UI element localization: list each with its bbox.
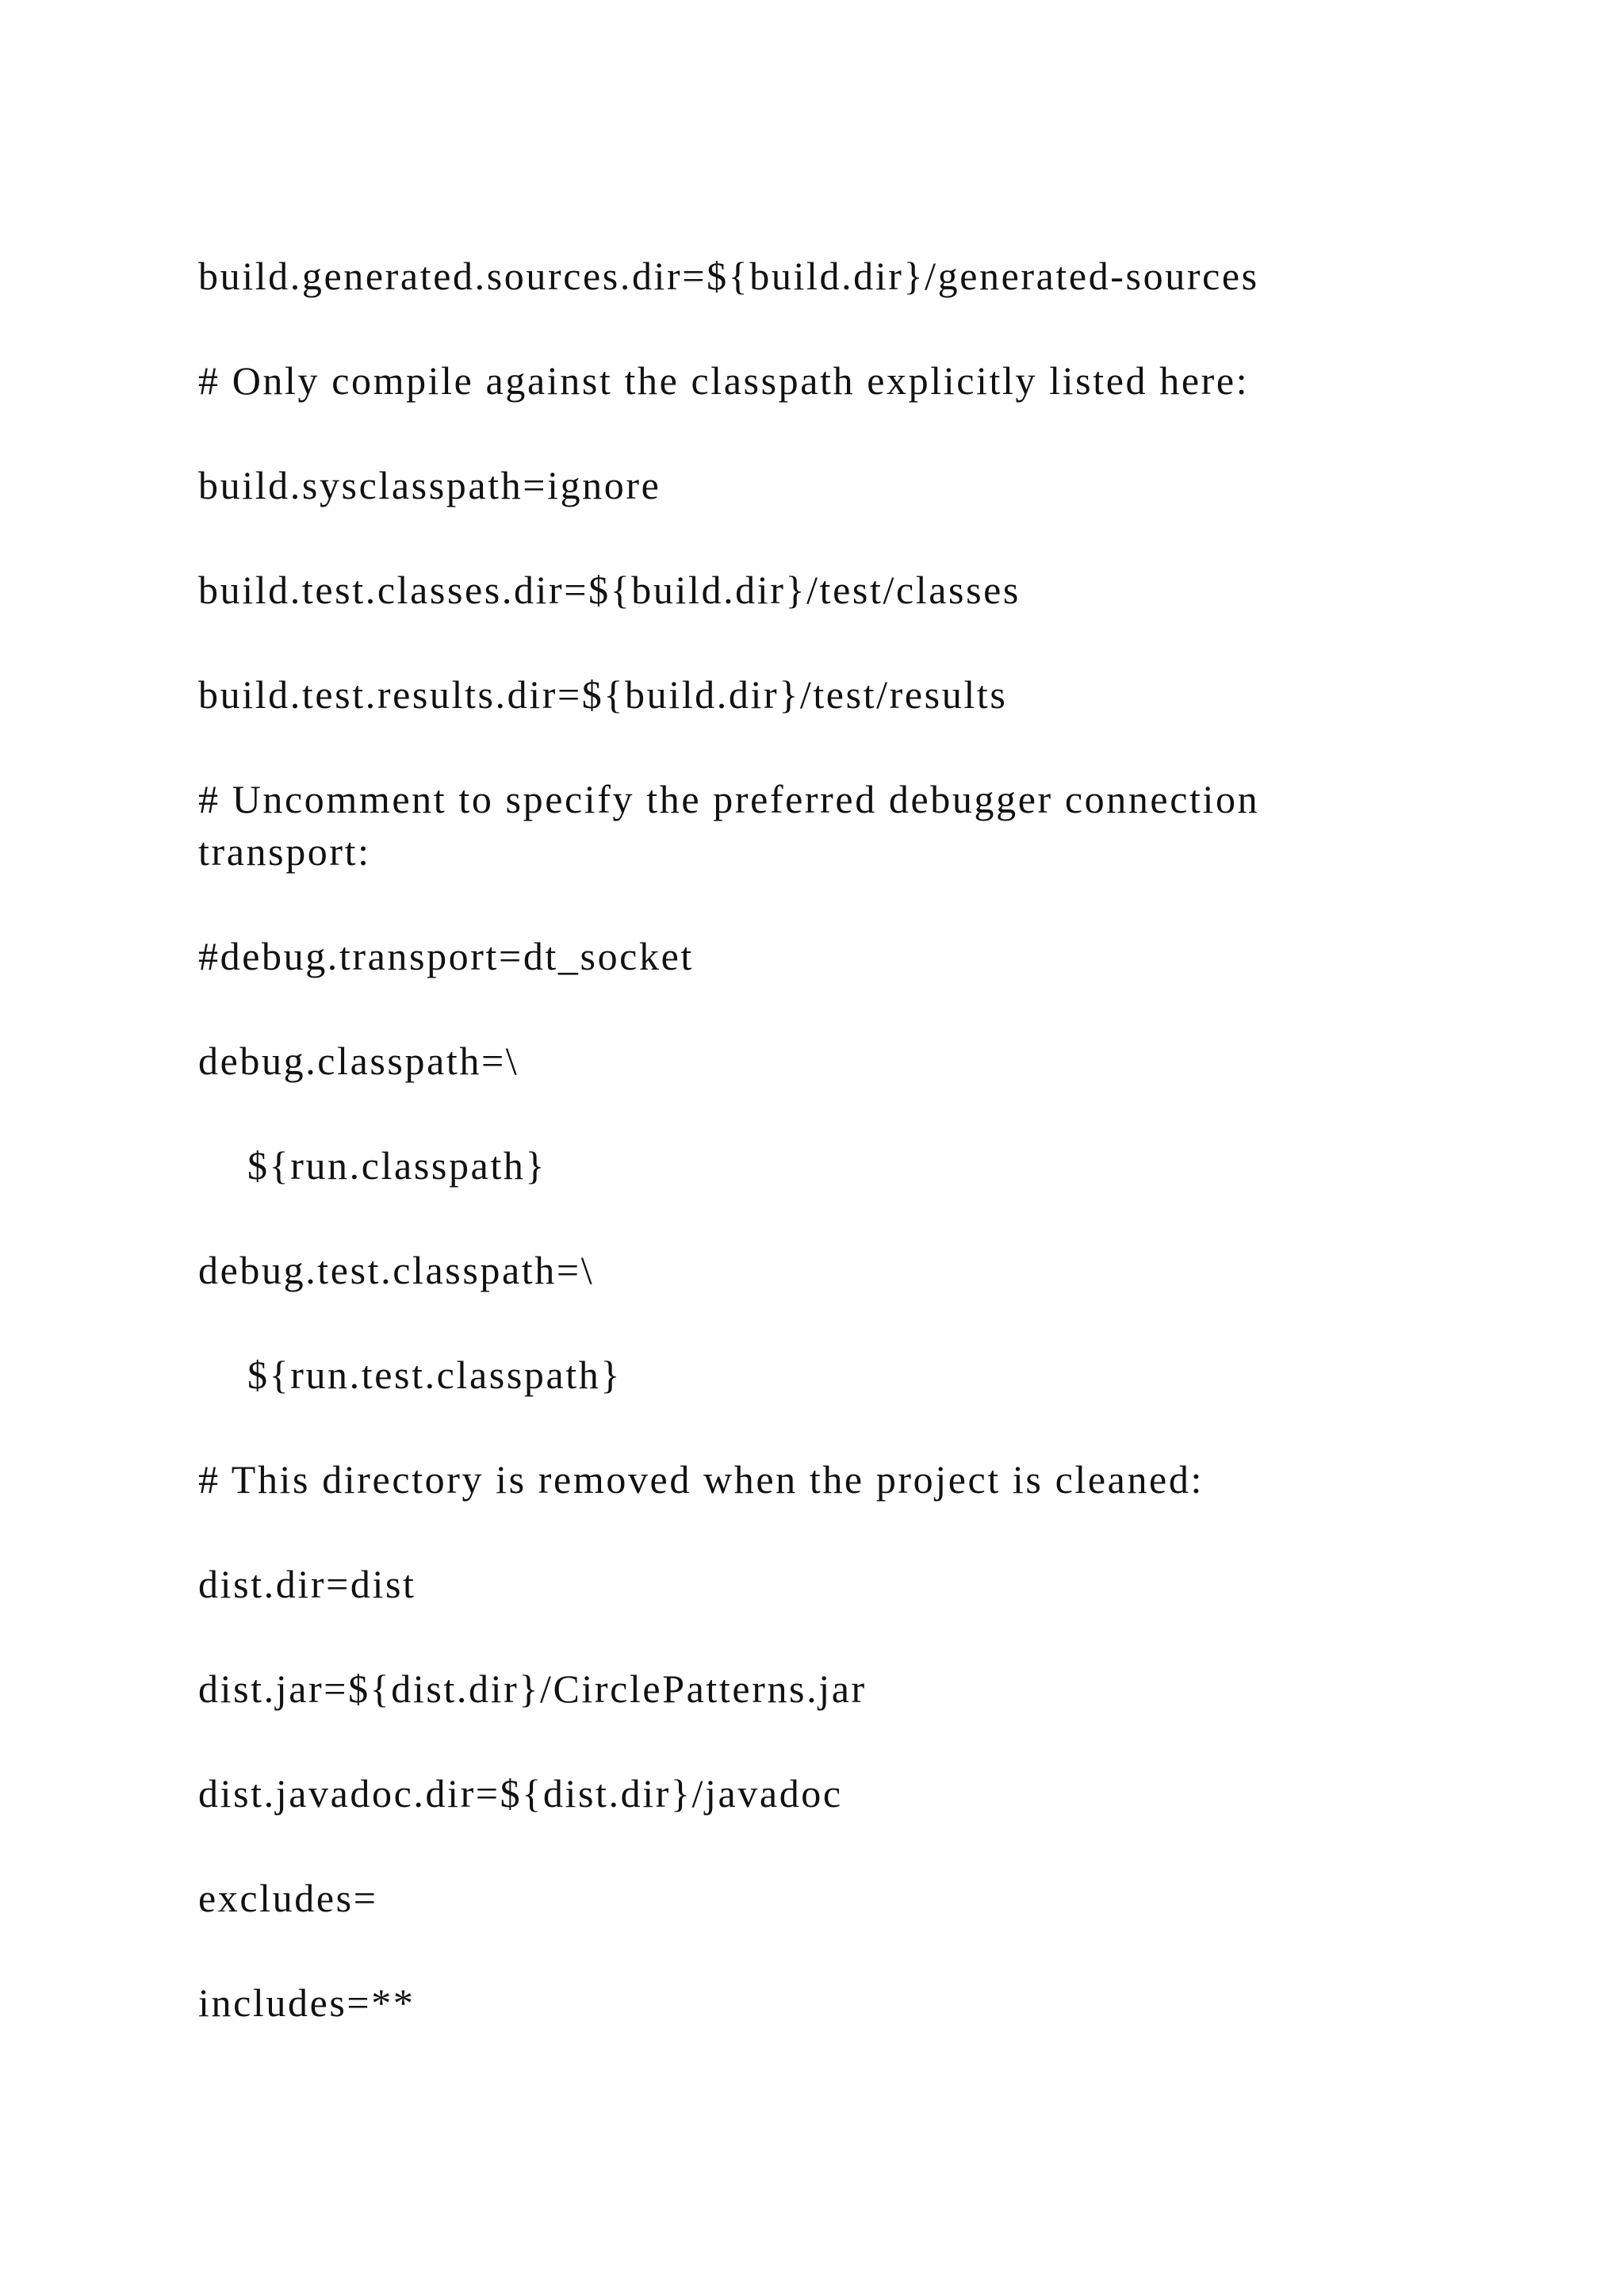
property-dist-javadoc-dir: dist.javadoc.dir=${dist.dir}/javadoc (198, 1771, 843, 1816)
property-debug-classpath: debug.classpath=\ (198, 1039, 519, 1083)
property-dist-dir: dist.dir=dist (198, 1562, 416, 1606)
comment-dist-directory: # This directory is removed when the project is cleaned: (198, 1457, 1204, 1502)
property-build-generated-sources-dir: build.generated.sources.dir=${build.dir}/generated-sources (198, 254, 1259, 298)
property-debug-test-classpath: debug.test.classpath=\ (198, 1248, 595, 1292)
value-run-classpath: ${run.classpath} (247, 1143, 547, 1188)
value-run-test-classpath: ${run.test.classpath} (247, 1353, 622, 1397)
comment-compile-classpath: # Only compile against the classpath explicitly listed here: (198, 358, 1250, 403)
property-dist-jar: dist.jar=${dist.dir}/CirclePatterns.jar (198, 1667, 867, 1711)
property-excludes: excludes= (198, 1876, 378, 1920)
property-debug-transport: #debug.transport=dt_socket (198, 934, 694, 978)
property-build-test-results-dir: build.test.results.dir=${build.dir}/test/results (198, 672, 1008, 717)
comment-debugger-transport: # Uncomment to specify the preferred debugger connection transport: (198, 777, 1260, 874)
property-build-sysclasspath: build.sysclasspath=ignore (198, 463, 661, 507)
property-includes: includes=** (198, 1980, 416, 2025)
property-build-test-classes-dir: build.test.classes.dir=${build.dir}/test/classes (198, 568, 1021, 612)
